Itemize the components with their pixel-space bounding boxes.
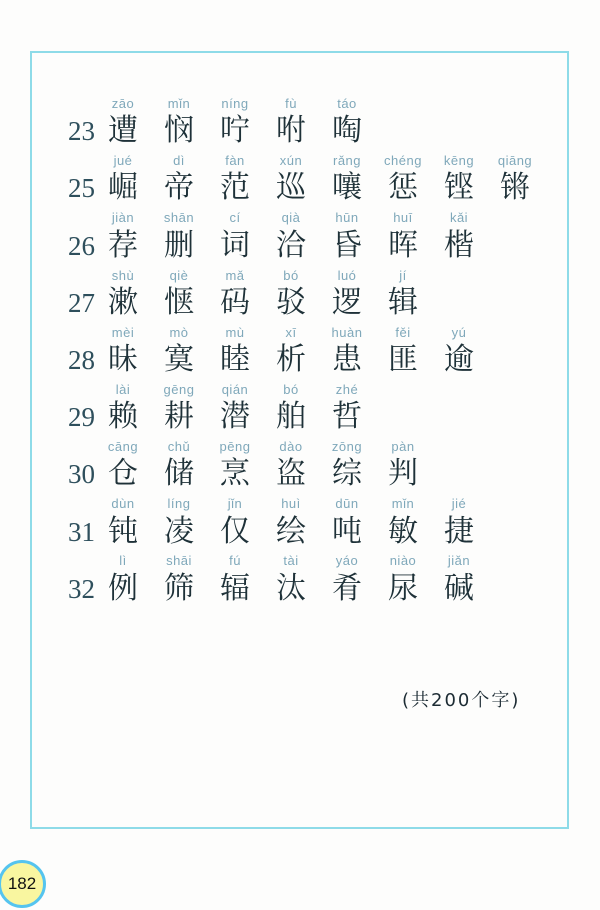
character-glyph: 判 bbox=[388, 456, 418, 492]
word-entry bbox=[263, 439, 319, 492]
word-entry bbox=[375, 553, 431, 606]
pinyin-label: luó bbox=[337, 267, 357, 283]
character-glyph: 仅 bbox=[220, 513, 250, 549]
pinyin-label: fàn bbox=[225, 153, 245, 169]
word-entry bbox=[151, 153, 207, 206]
word-entry bbox=[263, 210, 319, 263]
word-entry bbox=[375, 210, 431, 263]
lesson-number: 23 bbox=[68, 116, 95, 147]
pinyin-label: mù bbox=[225, 324, 245, 340]
pinyin-label: zōng bbox=[331, 439, 363, 455]
word-entry bbox=[95, 439, 151, 492]
word-entry bbox=[319, 496, 375, 549]
pinyin-label: táo bbox=[337, 95, 357, 111]
word-entry bbox=[95, 268, 151, 321]
character-glyph: 凌 bbox=[164, 513, 194, 549]
pinyin-label: qiāng bbox=[497, 153, 533, 169]
character-glyph: 捷 bbox=[444, 513, 474, 549]
pinyin-label: hūn bbox=[335, 210, 359, 226]
word-entry bbox=[487, 153, 543, 206]
character-glyph: 例 bbox=[108, 570, 138, 606]
word-row bbox=[30, 206, 550, 263]
character-glyph: 睦 bbox=[220, 341, 250, 377]
word-entry bbox=[207, 96, 263, 149]
word-entry bbox=[207, 496, 263, 549]
word-entry bbox=[151, 382, 207, 435]
lesson-number: 26 bbox=[68, 230, 95, 261]
word-row bbox=[30, 378, 550, 435]
lesson-number: 32 bbox=[68, 573, 95, 604]
pinyin-label: gēng bbox=[163, 381, 195, 397]
pinyin-label: mǎ bbox=[225, 267, 245, 283]
character-glyph: 锵 bbox=[500, 170, 530, 206]
character-glyph: 储 bbox=[164, 456, 194, 492]
word-entry bbox=[207, 325, 263, 378]
word-entry bbox=[319, 268, 375, 321]
pinyin-label: níng bbox=[221, 95, 249, 111]
character-glyph: 帝 bbox=[164, 170, 194, 206]
character-glyph: 嚷 bbox=[332, 170, 362, 206]
word-entry bbox=[263, 496, 319, 549]
pinyin-label: xún bbox=[279, 153, 303, 169]
pinyin-label: mǐn bbox=[391, 496, 415, 512]
character-glyph: 匪 bbox=[388, 341, 418, 377]
word-entry bbox=[151, 96, 207, 149]
word-entry bbox=[95, 382, 151, 435]
character-glyph: 洽 bbox=[276, 227, 306, 263]
character-glyph: 铿 bbox=[444, 170, 474, 206]
word-entry bbox=[319, 439, 375, 492]
pinyin-label: huì bbox=[281, 496, 301, 512]
character-glyph: 肴 bbox=[332, 570, 362, 606]
character-glyph: 晖 bbox=[388, 227, 418, 263]
word-entry bbox=[319, 153, 375, 206]
word-entry bbox=[319, 553, 375, 606]
character-glyph: 盗 bbox=[276, 456, 306, 492]
pinyin-label: huàn bbox=[331, 324, 363, 340]
character-glyph: 逾 bbox=[444, 341, 474, 377]
pinyin-label: yáo bbox=[335, 553, 359, 569]
character-glyph: 范 bbox=[220, 170, 250, 206]
word-row bbox=[30, 264, 550, 321]
character-glyph: 患 bbox=[332, 341, 362, 377]
word-entry bbox=[95, 96, 151, 149]
character-glyph: 筛 bbox=[164, 570, 194, 606]
word-entry bbox=[375, 153, 431, 206]
word-row bbox=[30, 321, 550, 378]
pinyin-label: niào bbox=[389, 553, 417, 569]
character-glyph: 析 bbox=[276, 341, 306, 377]
character-glyph: 崛 bbox=[108, 170, 138, 206]
word-entry bbox=[431, 153, 487, 206]
word-entry bbox=[319, 382, 375, 435]
character-glyph: 荐 bbox=[108, 227, 138, 263]
word-entry bbox=[375, 325, 431, 378]
pinyin-label: fěi bbox=[395, 324, 411, 340]
character-glyph: 碱 bbox=[444, 570, 474, 606]
character-glyph: 钝 bbox=[108, 513, 138, 549]
character-glyph: 辑 bbox=[388, 284, 418, 320]
pinyin-label: kǎi bbox=[449, 210, 469, 226]
pinyin-label: dào bbox=[279, 439, 303, 455]
word-row bbox=[30, 550, 550, 607]
character-glyph: 烹 bbox=[220, 456, 250, 492]
total-count-note: (共200个字) bbox=[402, 690, 521, 711]
word-entry bbox=[151, 439, 207, 492]
lesson-number: 30 bbox=[68, 459, 95, 490]
pinyin-label: tài bbox=[283, 553, 299, 569]
character-glyph: 哲 bbox=[332, 399, 362, 435]
lesson-number: 28 bbox=[68, 344, 95, 375]
pinyin-label: pàn bbox=[391, 439, 415, 455]
pinyin-label: cāng bbox=[107, 439, 139, 455]
word-entry bbox=[263, 96, 319, 149]
character-glyph: 咐 bbox=[276, 113, 306, 149]
character-glyph: 绘 bbox=[276, 513, 306, 549]
word-entry bbox=[95, 553, 151, 606]
character-glyph: 赖 bbox=[108, 399, 138, 435]
character-glyph: 耕 bbox=[164, 399, 194, 435]
character-glyph: 词 bbox=[220, 227, 250, 263]
character-glyph: 潜 bbox=[220, 399, 250, 435]
word-entry bbox=[431, 210, 487, 263]
word-entry bbox=[263, 153, 319, 206]
character-glyph: 惩 bbox=[388, 170, 418, 206]
word-row bbox=[30, 435, 550, 492]
pinyin-label: qián bbox=[221, 381, 249, 397]
character-glyph: 逻 bbox=[332, 284, 362, 320]
pinyin-label: shān bbox=[163, 210, 195, 226]
word-entry bbox=[151, 553, 207, 606]
pinyin-label: shāi bbox=[166, 553, 192, 569]
pinyin-label: jǐn bbox=[227, 496, 243, 512]
word-entry bbox=[151, 325, 207, 378]
character-glyph: 仓 bbox=[108, 456, 138, 492]
pinyin-label: rǎng bbox=[332, 153, 362, 169]
pinyin-label: zāo bbox=[111, 95, 135, 111]
pinyin-label: zhé bbox=[335, 381, 359, 397]
word-entry bbox=[95, 325, 151, 378]
character-glyph: 遭 bbox=[108, 113, 138, 149]
character-glyph: 寞 bbox=[164, 341, 194, 377]
character-glyph: 惬 bbox=[164, 284, 194, 320]
page-number: 182 bbox=[7, 874, 37, 893]
character-glyph: 咛 bbox=[220, 113, 250, 149]
word-entry bbox=[263, 382, 319, 435]
pinyin-label: jí bbox=[399, 267, 407, 283]
character-glyph: 舶 bbox=[276, 399, 306, 435]
pinyin-label: chǔ bbox=[167, 439, 191, 455]
pinyin-label: qià bbox=[281, 210, 301, 226]
word-entry bbox=[375, 496, 431, 549]
word-entry bbox=[375, 439, 431, 492]
pinyin-label: jiàn bbox=[111, 210, 135, 226]
word-entry bbox=[95, 210, 151, 263]
word-entry bbox=[431, 496, 487, 549]
character-glyph: 巡 bbox=[276, 170, 306, 206]
pinyin-label: bó bbox=[283, 381, 299, 397]
lesson-number: 27 bbox=[68, 287, 95, 318]
pinyin-label: fú bbox=[229, 553, 241, 569]
word-entry bbox=[95, 496, 151, 549]
word-entry bbox=[151, 268, 207, 321]
word-entry bbox=[207, 553, 263, 606]
word-entry bbox=[263, 268, 319, 321]
pinyin-label: lài bbox=[115, 381, 131, 397]
pinyin-label: lì bbox=[119, 553, 127, 569]
character-glyph: 汰 bbox=[276, 570, 306, 606]
word-entry bbox=[319, 325, 375, 378]
pinyin-label: pēng bbox=[219, 439, 251, 455]
pinyin-label: jué bbox=[113, 153, 133, 169]
character-glyph: 驳 bbox=[276, 284, 306, 320]
word-entry bbox=[95, 153, 151, 206]
page-number-badge bbox=[0, 860, 46, 908]
character-list bbox=[30, 92, 550, 607]
word-entry bbox=[431, 325, 487, 378]
character-glyph: 码 bbox=[220, 284, 250, 320]
pinyin-label: yú bbox=[451, 324, 467, 340]
pinyin-label: shù bbox=[111, 267, 135, 283]
pinyin-label: dì bbox=[173, 153, 185, 169]
pinyin-label: mò bbox=[169, 324, 189, 340]
character-glyph: 敏 bbox=[388, 513, 418, 549]
pinyin-label: dūn bbox=[335, 496, 359, 512]
lesson-number: 25 bbox=[68, 173, 95, 204]
word-entry bbox=[207, 210, 263, 263]
word-row bbox=[30, 149, 550, 206]
word-entry bbox=[319, 210, 375, 263]
character-glyph: 楷 bbox=[444, 227, 474, 263]
character-glyph: 昏 bbox=[332, 227, 362, 263]
character-glyph: 删 bbox=[164, 227, 194, 263]
character-glyph: 辐 bbox=[220, 570, 250, 606]
word-entry bbox=[319, 96, 375, 149]
word-entry bbox=[375, 268, 431, 321]
word-entry bbox=[151, 210, 207, 263]
pinyin-label: jiǎn bbox=[447, 553, 471, 569]
word-entry bbox=[431, 553, 487, 606]
pinyin-label: chéng bbox=[384, 153, 422, 169]
character-glyph: 昧 bbox=[108, 341, 138, 377]
word-entry bbox=[207, 268, 263, 321]
word-row bbox=[30, 92, 550, 149]
word-entry bbox=[207, 382, 263, 435]
pinyin-label: cí bbox=[229, 210, 241, 226]
character-glyph: 悯 bbox=[164, 113, 194, 149]
pinyin-label: mèi bbox=[111, 324, 135, 340]
word-row bbox=[30, 492, 550, 549]
character-glyph: 吨 bbox=[332, 513, 362, 549]
pinyin-label: qiè bbox=[169, 267, 189, 283]
word-entry bbox=[151, 496, 207, 549]
word-entry bbox=[263, 553, 319, 606]
pinyin-label: xī bbox=[285, 324, 297, 340]
pinyin-label: mǐn bbox=[167, 95, 191, 111]
pinyin-label: huī bbox=[393, 210, 413, 226]
character-glyph: 啕 bbox=[332, 113, 362, 149]
pinyin-label: líng bbox=[167, 496, 191, 512]
pinyin-label: bó bbox=[283, 267, 299, 283]
lesson-number: 29 bbox=[68, 402, 95, 433]
character-glyph: 尿 bbox=[388, 570, 418, 606]
character-glyph: 漱 bbox=[108, 284, 138, 320]
pinyin-label: kēng bbox=[443, 153, 475, 169]
word-entry bbox=[263, 325, 319, 378]
word-entry bbox=[207, 153, 263, 206]
pinyin-label: fù bbox=[285, 95, 297, 111]
character-glyph: 综 bbox=[332, 456, 362, 492]
pinyin-label: jié bbox=[451, 496, 467, 512]
word-entry bbox=[207, 439, 263, 492]
lesson-number: 31 bbox=[68, 516, 95, 547]
pinyin-label: dùn bbox=[111, 496, 135, 512]
